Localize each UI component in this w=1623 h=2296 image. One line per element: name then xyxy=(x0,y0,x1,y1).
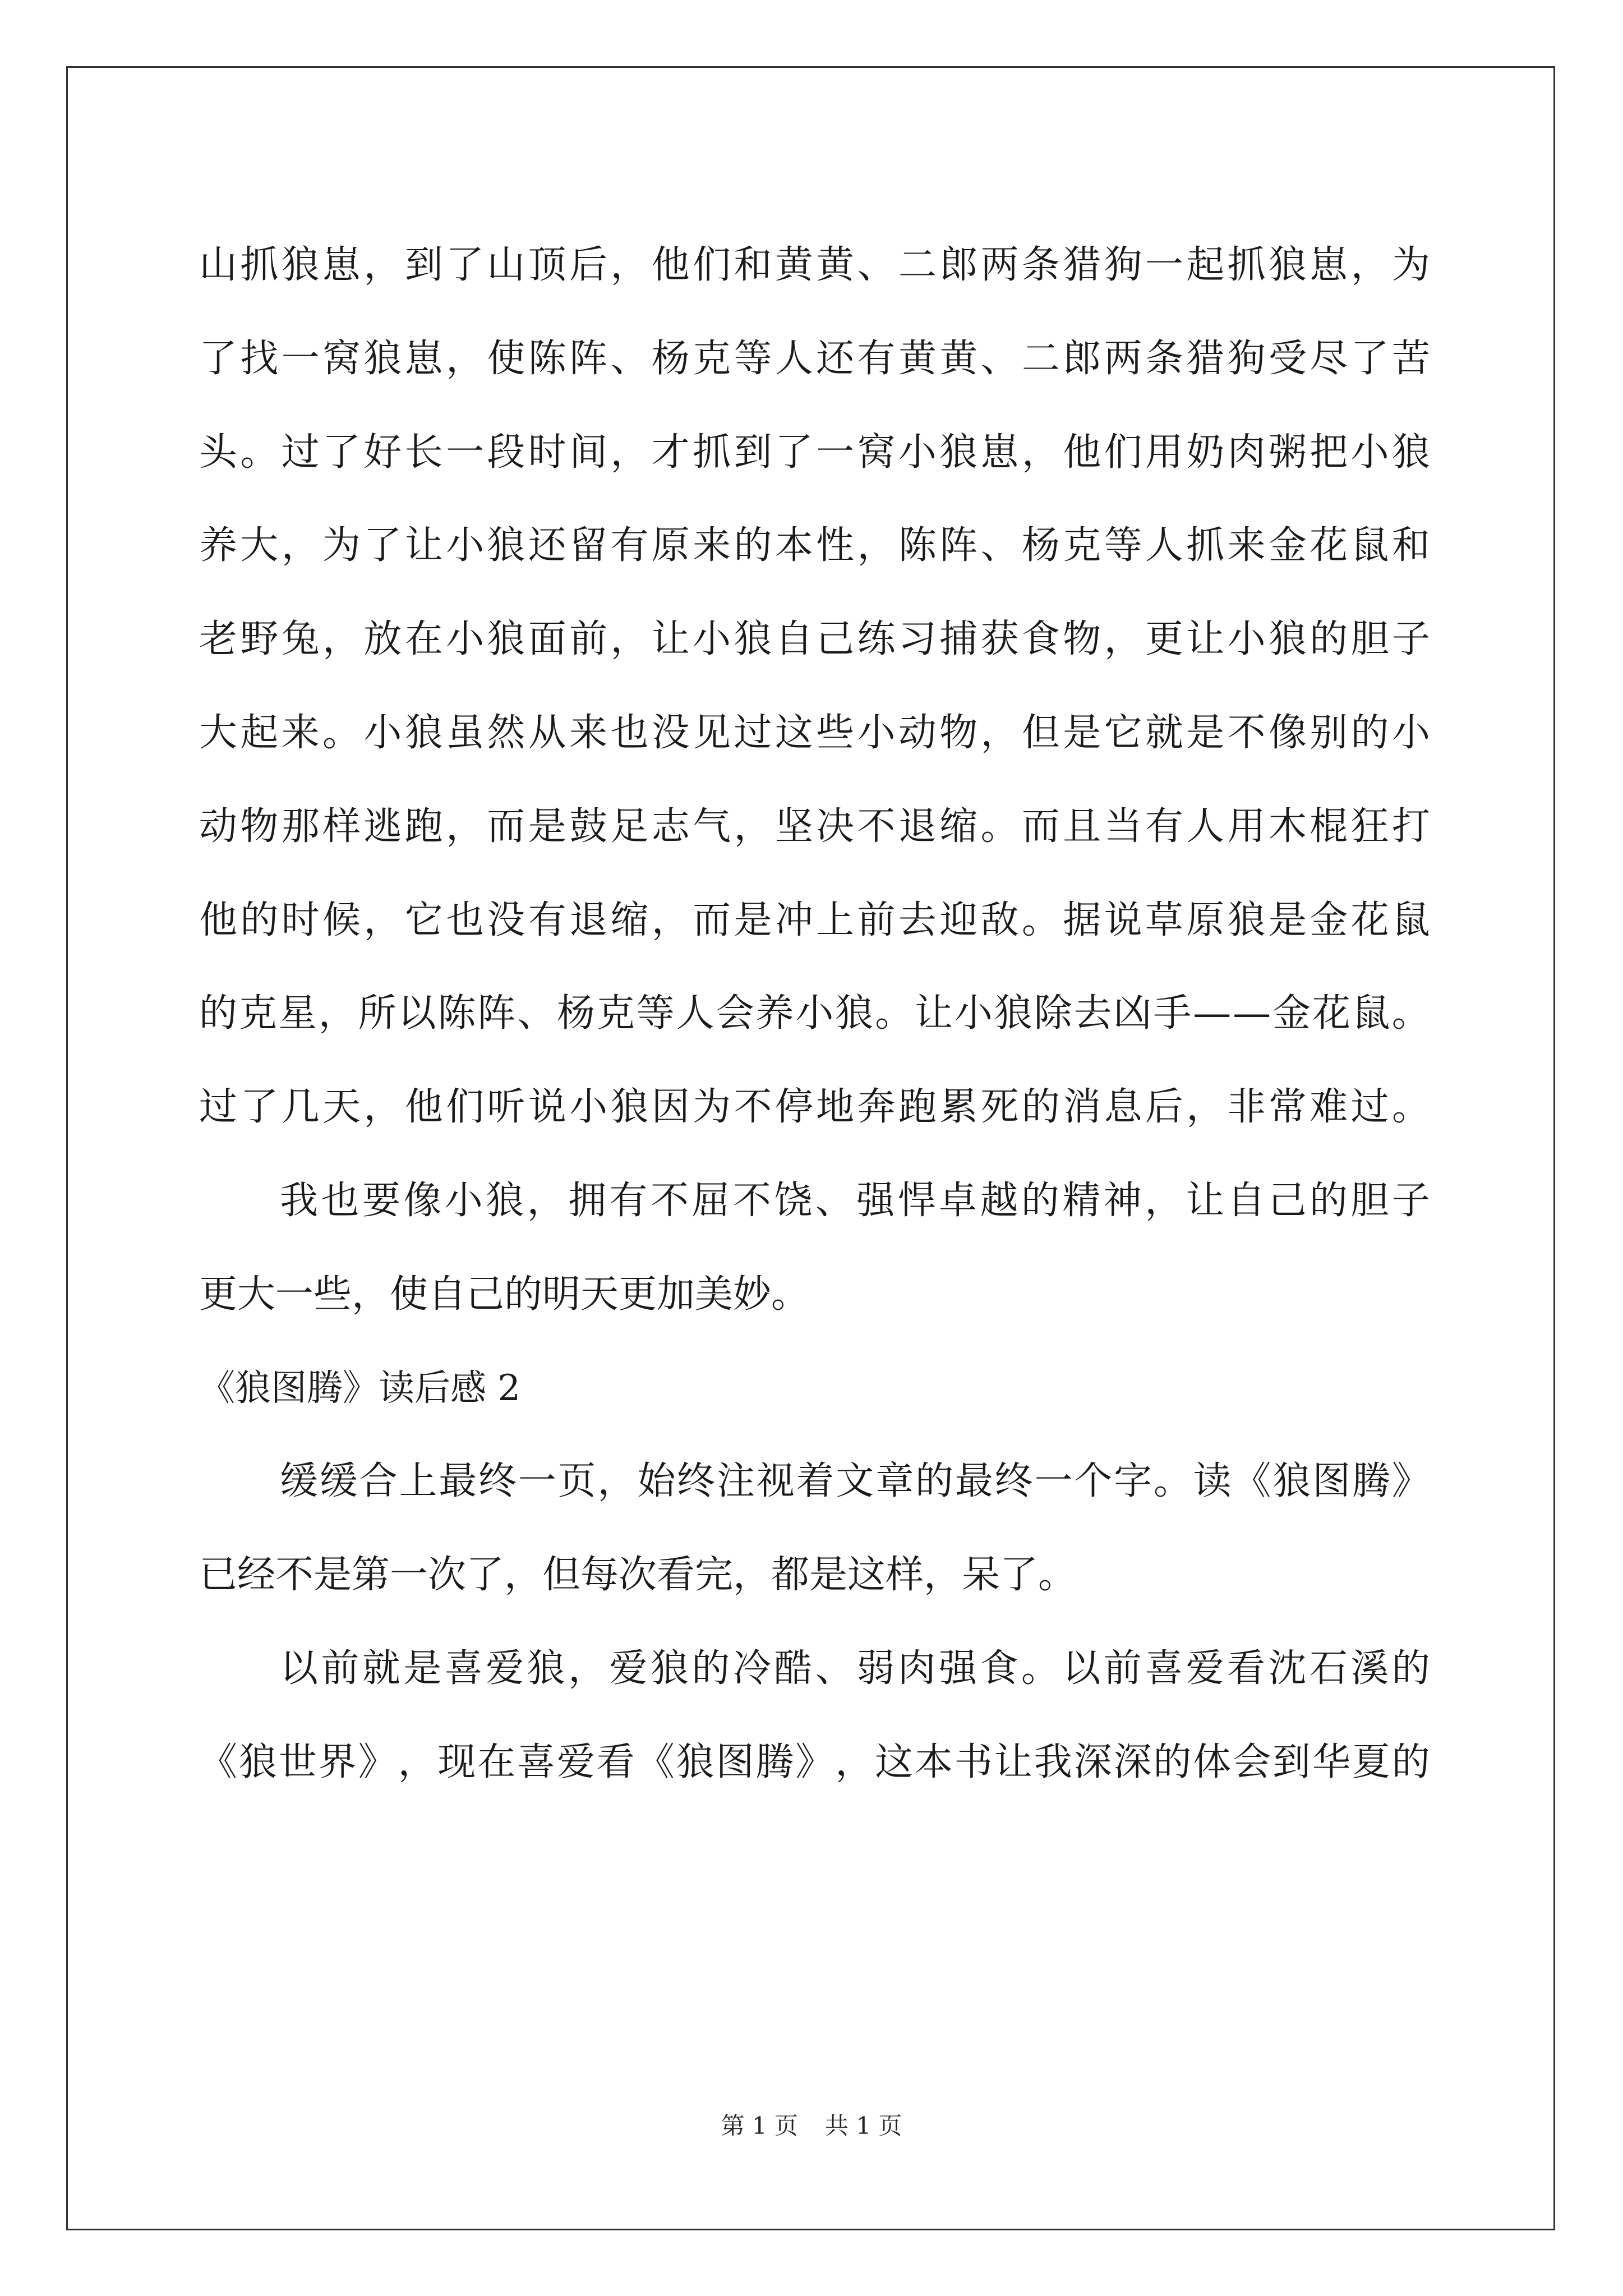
text-line: 大 起 来 。 小 狼 虽 然 从 来 也 没 见 过 这 些 小 动 物 ， 但 是 它 就 是 不 像 别 的 小 xyxy=(199,710,1430,755)
text-line: 已经不是第一次了，但每次看完，都是这样，呆了。 xyxy=(199,1553,1077,1598)
text-line: 了 找 一 窝 狼 崽 ， 使 陈 阵 、 杨 克 等 人 还 有 黄 黄 、 二 郎 两 条 猎 狗 受 尽 了 苦 xyxy=(199,336,1430,381)
text-line: 头 。 过 了 好 长 一 段 时 间 ， 才 抓 到 了 一 窝 小 狼 崽 ， 他 们 用 奶 肉 粥 把 小 狼 xyxy=(199,430,1430,475)
text-line: 我 也 要 像 小 狼 ， 拥 有 不 屈 不 饶 、 强 悍 卓 越 的 精 神 ， 让 自 己 的 胆 子 xyxy=(280,1178,1430,1223)
text-line: 老 野 兔 ， 放 在 小 狼 面 前 ， 让 小 狼 自 己 练 习 捕 获 食 物 ， 更 让 小 狼 的 胆 子 xyxy=(199,617,1430,662)
text-line: 以 前 就 是 喜 爱 狼 ， 爱 狼 的 冷 酷 、 弱 肉 强 食 。 以 前 喜 爱 看 沈 石 溪 的 xyxy=(280,1646,1430,1691)
text-line: 动 物 那 样 逃 跑 ， 而 是 鼓 足 志 气 ， 坚 决 不 退 缩 。 而 且 当 有 人 用 木 棍 狂 打 xyxy=(199,804,1430,849)
section-heading: 《狼图腾》读后感 2 xyxy=(199,1367,521,1409)
text-line: 《 狼 世 界 》 ， 现 在 喜 爱 看 《 狼 图 腾 》 ， 这 本 书 让 我 深 深 的 体 会 到 华 夏 的 xyxy=(199,1740,1430,1784)
text-line: 过 了 几 天 ， 他 们 听 说 小 狼 因 为 不 停 地 奔 跑 累 死 的 消 息 后 ， 非 常 难 过 。 xyxy=(199,1085,1430,1130)
page-footer xyxy=(0,2109,1623,2143)
page-number: 第 1 页 xyxy=(721,2112,798,2139)
text-line: 他 的 时 候 ， 它 也 没 有 退 缩 ， 而 是 冲 上 前 去 迎 敌 。 据 说 草 原 狼 是 金 花 鼠 xyxy=(199,898,1430,942)
page-total: 共 1 页 xyxy=(825,2112,902,2139)
text-line: 养 大 ， 为 了 让 小 狼 还 留 有 原 来 的 本 性 ， 陈 阵 、 杨 克 等 人 抓 来 金 花 鼠 和 xyxy=(199,523,1430,568)
text-line: 山 抓 狼 崽 ， 到 了 山 顶 后 ， 他 们 和 黄 黄 、 二 郎 两 条 猎 狗 一 起 抓 狼 崽 ， 为 xyxy=(199,243,1430,287)
document-body xyxy=(199,219,1430,1810)
text-line: 更大一些，使自己的明天更加美妙。 xyxy=(199,1272,810,1317)
text-line: 的 克 星 ， 所 以 陈 阵 、 杨 克 等 人 会 养 小 狼 。 让 小 狼 除 去 凶 手 — — 金 花 鼠 。 xyxy=(199,991,1430,1036)
text-line: 缓 缓 合 上 最 终 一 页 ， 始 终 注 视 着 文 章 的 最 终 一 个 字 。 读 《 狼 图 腾 》 xyxy=(280,1459,1430,1504)
